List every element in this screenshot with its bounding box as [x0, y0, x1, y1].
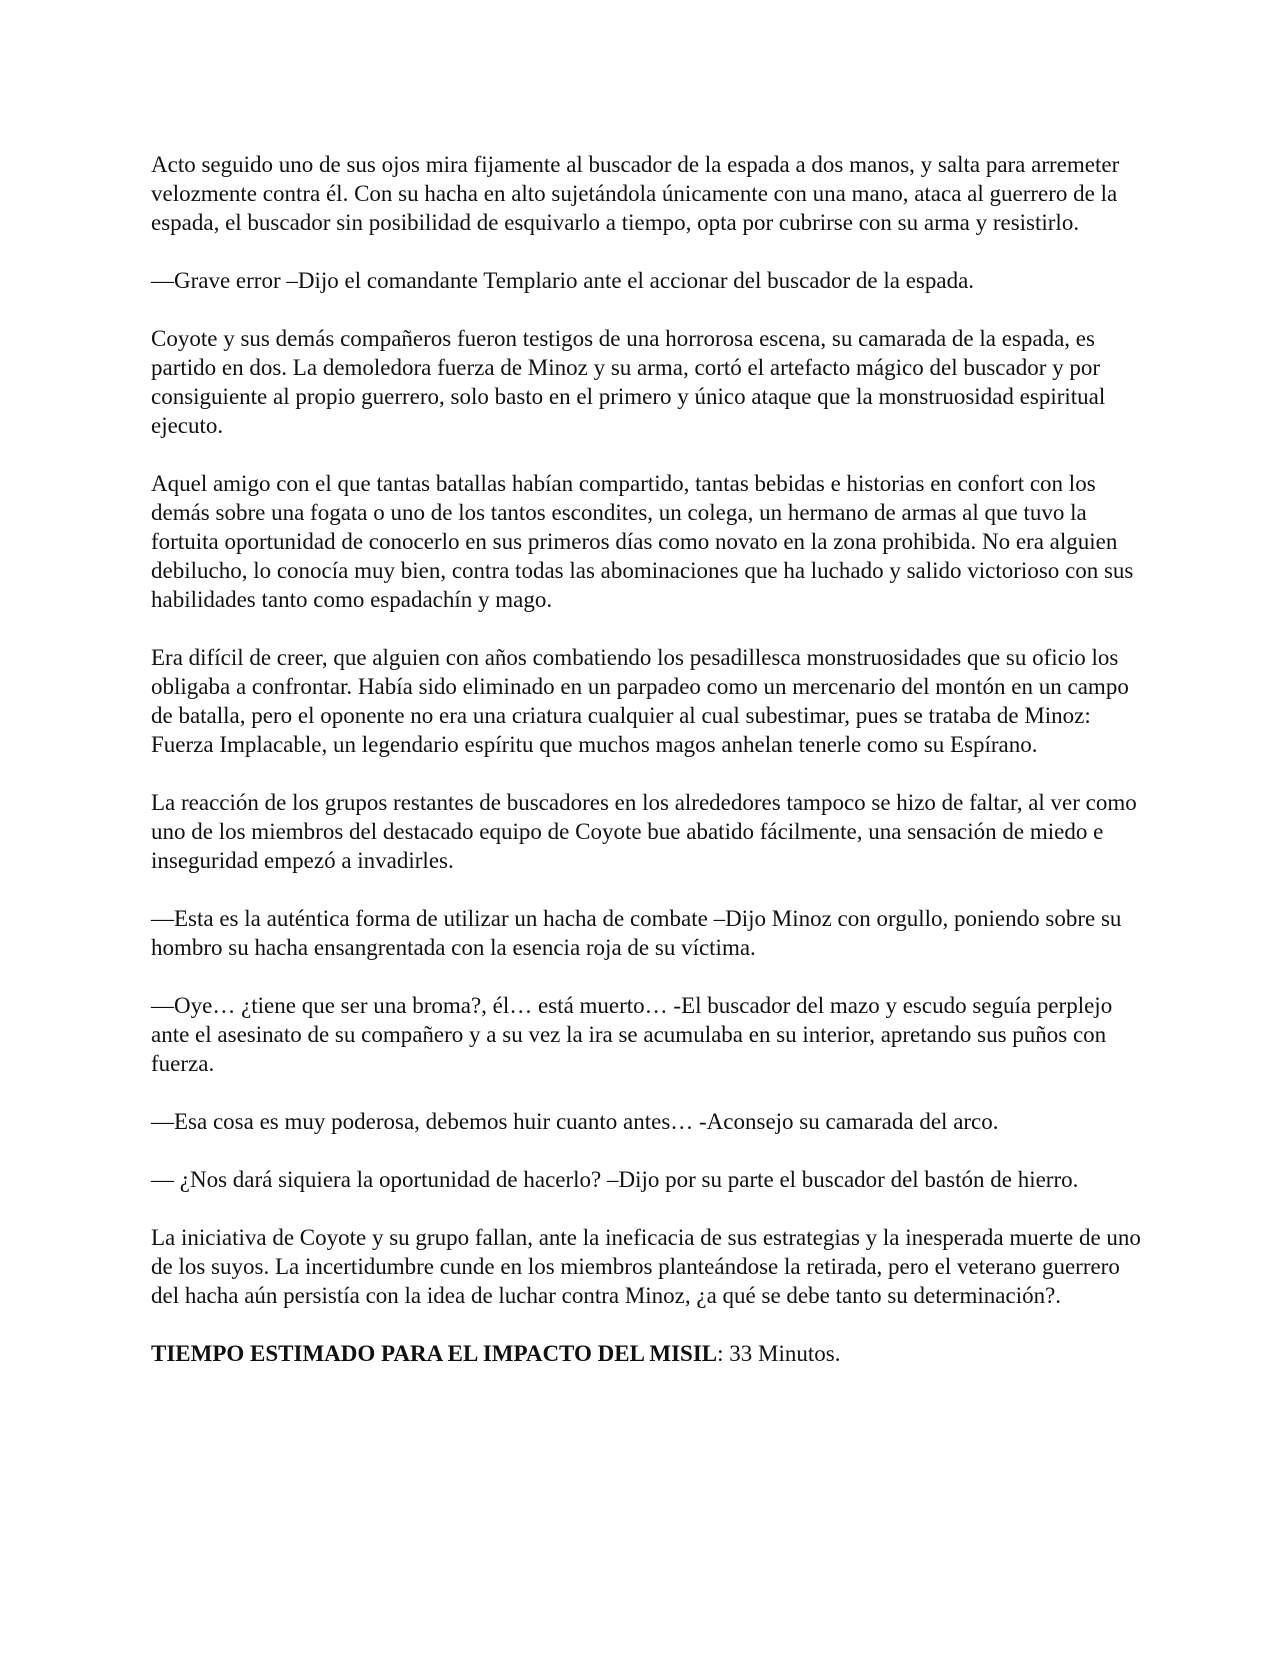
paragraph-3: Coyote y sus demás compañeros fueron testigos de una horrorosa escena, su camarada de la espada, es partido en dos. La demoledora fuerza de Minoz y su arma, cortó el artefacto mágico del buscador y por consiguiente al propio guerrero, solo basto en el primero y único ataque que la monstruosidad espiritual ejecuto.	[151, 326, 1106, 438]
missile-timer-value: : 33 Minutos.	[717, 1341, 841, 1366]
missile-timer-label: TIEMPO ESTIMADO PARA EL IMPACTO DEL MISIL	[151, 1341, 718, 1366]
paragraph-6: La reacción de los grupos restantes de buscadores en los alrededores tampoco se hizo de faltar, al ver como uno de los miembros del destacado equipo de Coyote bue abatido fácilmente, una sensación de miedo e inseguridad empezó a invadirles.	[151, 790, 1137, 873]
paragraph-10: — ¿Nos dará siquiera la oportunidad de hacerlo? –Dijo por su parte el buscador del bastón de hierro.	[151, 1167, 1079, 1192]
paragraph-8: —Oye… ¿tiene que ser una broma?, él… está muerto… -El buscador del mazo y escudo seguía perplejo ante el asesinato de su compañero y a su vez la ira se acumulaba en su interior, apretando sus puños con fuerza.	[151, 993, 1113, 1076]
missile-timer-line	[151, 1339, 1141, 1368]
paragraph-7: —Esta es la auténtica forma de utilizar un hacha de combate –Dijo Minoz con orgullo, poniendo sobre su hombro su hacha ensangrentada con la esencia roja de su víctima.	[151, 906, 1122, 960]
document-page	[151, 150, 1141, 1368]
paragraph-11: La iniciativa de Coyote y su grupo fallan, ante la ineficacia de sus estrategias y la inesperada muerte de uno de los suyos. La incertidumbre cunde en los miembros planteándose la retirada, pero el veterano guerrero del hacha aún persistía con la idea de luchar contra Minoz, ¿a qué se debe tanto su determinación?.	[151, 1225, 1141, 1308]
paragraph-5: Era difícil de creer, que alguien con años combatiendo los pesadillesca monstruosidades que su oficio los obligaba a confrontar. Había sido eliminado en un parpadeo como un mercenario del montón en un campo de batalla, pero el oponente no era una criatura cualquier al cual subestimar, pues se trataba de Minoz: Fuerza Implacable, un legendario espíritu que muchos magos anhelan tenerle como su Espírano.	[151, 645, 1129, 757]
paragraph-2: —Grave error –Dijo el comandante Templario ante el accionar del buscador de la espada.	[151, 268, 975, 293]
paragraph-4: Aquel amigo con el que tantas batallas habían compartido, tantas bebidas e historias en confort con los demás sobre una fogata o uno de los tantos escondites, un colega, un hermano de armas al que tuvo la fortuita oportunidad de conocerlo en sus primeros días como novato en la zona prohibida. No era alguien debilucho, lo conocía muy bien, contra todas las abominaciones que ha luchado y salido victorioso con sus habilidades tanto como espadachín y mago.	[151, 471, 1134, 612]
paragraph-1: Acto seguido uno de sus ojos mira fijamente al buscador de la espada a dos manos, y salta para arremeter velozmente contra él. Con su hacha en alto sujetándola únicamente con una mano, ataca al guerrero de la espada, el buscador sin posibilidad de esquivarlo a tiempo, opta por cubrirse con su arma y resistirlo.	[151, 152, 1120, 235]
paragraph-9: —Esa cosa es muy poderosa, debemos huir cuanto antes… -Aconsejo su camarada del arco.	[151, 1109, 999, 1134]
